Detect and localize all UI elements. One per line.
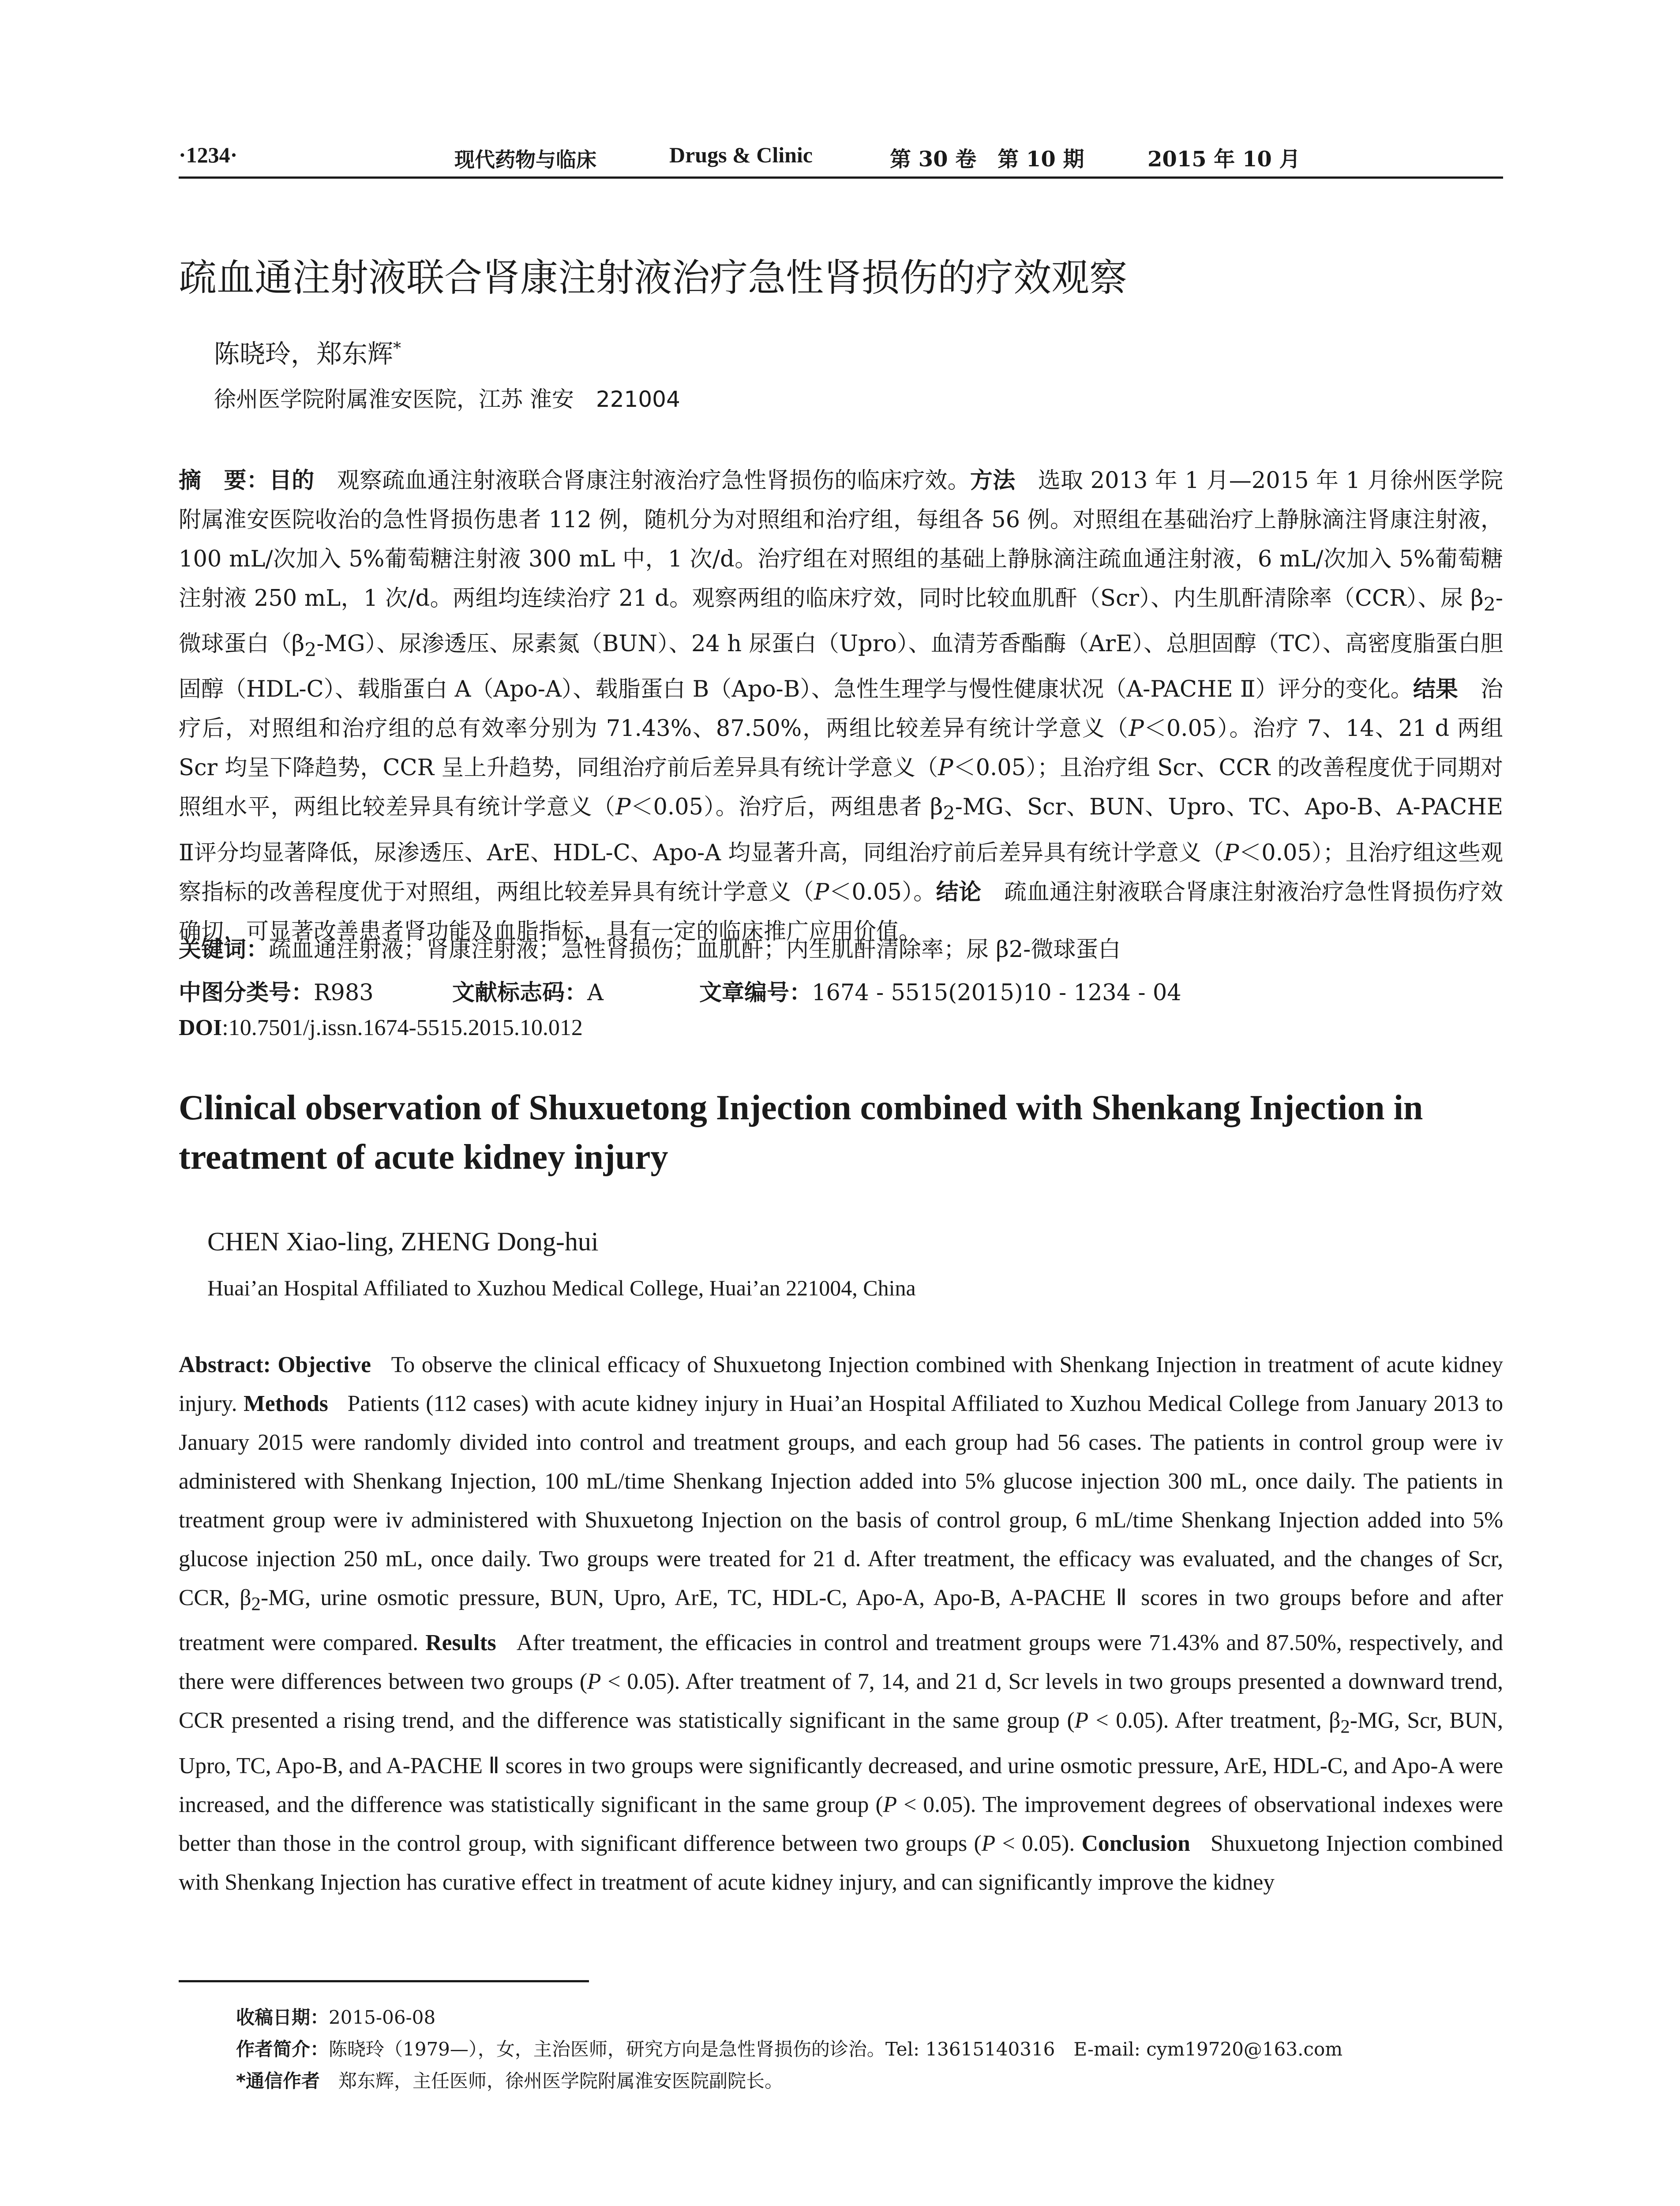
doi-label: DOI [179,1015,222,1040]
running-header [179,142,1503,176]
bio-label: 作者简介： [236,2038,329,2060]
subscript: 2 [1340,1716,1350,1737]
results-text-cn-6: ＜0.05）；且治疗组这些观察指标的改善程度优于对照组，两组比较差异具有统计学意义（ [179,840,1503,905]
authors-cn-names: 陈晓玲，郑东辉 [214,339,394,369]
objective-text-en: To observe the clinical efficacy of Shuxuetong Injection combined with Shenkang Injection in treatment of acute kidney injury. [179,1352,1503,1416]
p-symbol: P [1074,1708,1089,1733]
corresponding-label: *通信作者 [236,2070,320,2092]
bio-value: 陈晓玲（1979—），女，主治医师，研究方向是急性肾损伤的诊治。Tel: 13615140316 E-mail: cym19720@163.com [329,2038,1343,2060]
abstract-cn [179,461,1503,951]
p-symbol: P [615,794,631,821]
article-title-en: Clinical observation of Shuxuetong Injection combined with Shenkang Injection in treatment of acute kidney injury [179,1088,1423,1177]
subscript: 2 [943,803,955,825]
article-number [699,974,1181,1007]
p-symbol: P [1129,716,1144,742]
p-symbol: P [1223,840,1239,866]
p-symbol: P [938,755,953,781]
journal-name-cn: 现代药物与临床 [454,148,596,172]
corresponding-value: 郑东辉，主任医师，徐州医学院附属淮安医院副院长。 [338,2070,783,2092]
received-value: 2015-06-08 [329,2007,436,2028]
issue-date: 2015 年 10 月 [1148,147,1301,172]
p-symbol: P [883,1792,897,1817]
results-text-en-5: < 0.05). The improvement degrees of observational indexes were better than those in the control group, with significant difference between two groups ( [179,1792,1503,1856]
article-title-cn: 疏血通注射液联合肾康注射液治疗急性肾损伤的疗效观察 [179,256,1127,300]
results-text-cn-3: ＜0.05）；且治疗组 Scr、CCR 的改善程度优于同期对照组水平，两组比较差异具有统计学意义（ [179,755,1503,821]
authors-en: CHEN Xiao-ling, ZHENG Dong-hui [207,1227,599,1256]
page-number: ·1234· [179,143,238,167]
footnote-received [236,2003,435,2030]
document-code [452,974,604,1007]
results-label-en: Results [425,1630,496,1656]
clc-label: 中图分类号： [179,980,314,1006]
results-text-en-4: -MG, Scr, BUN, Upro, TC, Apo-B, and A-PACHE Ⅱ scores in two groups were significantly decreased, and urine osmotic pressure, ArE, HDL-C, and Apo-A were increased, and the difference was statistically significant in the same group ( [179,1708,1503,1817]
footnote-author-bio [236,2035,1342,2061]
footnote-corresponding [236,2067,783,2093]
received-label: 收稿日期： [236,2007,329,2028]
results-text-cn-7: ＜0.05）。 [829,879,936,905]
results-text-cn-1: 治疗后，对照组和治疗组的总有效率分别为 71.43%、87.50%，两组比较差异有统计学意义（ [179,676,1503,742]
abstract-label-en: Abstract: [179,1352,271,1377]
objective-label-en: Objective [278,1352,371,1377]
results-label-cn: 结果 [1413,676,1458,703]
authors-cn [214,333,401,370]
results-text-en-2: < 0.05). After treatment of 7, 14, and 21 d, Scr levels in two groups presented a downward trend, CCR presented a rising trend, and the difference was statistically significant in the same group ( [179,1669,1503,1733]
p-symbol: P [981,1831,996,1856]
volume-issue: 第 30 卷 第 10 期 [890,147,1084,172]
objective-label-cn: 目的 [269,468,315,494]
doc-code-label: 文献标志码： [452,980,588,1006]
abstract-en [179,1346,1503,1902]
subscript: 2 [1483,594,1496,616]
objective-text-cn: 观察疏血通注射液联合肾康注射液治疗急性肾损伤的临床疗效。 [337,468,970,494]
doc-code-value: A [587,980,604,1006]
keywords-text: 疏血通注射液；肾康注射液；急性肾损伤；血肌酐；内生肌酐清除率；尿 β2-微球蛋白 [269,937,1121,963]
p-symbol: P [587,1669,601,1695]
keywords-label: 关键词： [179,937,269,963]
conclusion-text-cn: 疏血通注射液联合肾康注射液治疗急性肾损伤疗效确切，可显著改善患者肾功能及血脂指标，具有一定的临床推广应用价值。 [179,879,1503,945]
affiliation-en: Huai’an Hospital Affiliated to Xuzhou Medical College, Huai’an 221004, China [207,1276,916,1300]
results-text-cn-5: -MG、Scr、BUN、Upro、TC、Apo-B、A-PACHE Ⅱ评分均显著降低，尿渗透压、ArE、HDL-C、Apo-A 均显著升高，同组治疗前后差异具有统计学意义（ [179,794,1503,866]
journal-name-en: Drugs & Clinic [669,143,813,167]
methods-label-en: Methods [244,1391,328,1416]
classification-line [179,974,1503,1005]
methods-label-cn: 方法 [970,468,1016,494]
results-text-en-1: After treatment, the efficacies in control and treatment groups were 71.43% and 87.50%, respectively, and there were differences between two groups ( [179,1630,1503,1695]
footnote-rule [179,1980,589,1982]
article-no-label: 文章编号： [699,980,812,1006]
methods-text-cn-2: -微球蛋白（β [179,585,1503,657]
header-rule [179,176,1503,179]
doi-line [179,1015,1503,1041]
conclusion-text-en: Shuxuetong Injection combined with Shenkang Injection has curative effect in treatment of acute kidney injury, and can significantly improve the kidney [179,1831,1504,1895]
doi-value: :10.7501/j.issn.1674-5515.2015.10.012 [222,1015,583,1040]
affiliation-cn: 徐州医学院附属淮安医院，江苏 淮安 221004 [214,386,680,412]
methods-text-cn-3: -MG）、尿渗透压、尿素氮（BUN）、24 h 尿蛋白（Upro）、血清芳香酯酶（ArE）、总胆固醇（TC）、高密度脂蛋白胆固醇（HDL-C）、载脂蛋白 A（Apo-A）、载脂蛋白 B（Apo-B）、急性生理学与慢性健康状况（A-PACHE Ⅱ）评分的变化。 [179,631,1503,703]
results-text-en-3: < 0.05). After treatment, β [1088,1708,1341,1733]
p-symbol: P [814,879,829,905]
methods-text-en-2: -MG, urine osmotic pressure, BUN, Upro, ArE, TC, HDL-C, Apo-A, Apo-B, A-PACHE Ⅱ scores in two groups before and after treatment were compared. [179,1585,1503,1656]
corresponding-mark: * [393,339,401,358]
results-text-cn-4: ＜0.05）。治疗后，两组患者 β [630,794,943,821]
keywords-cn [179,931,1503,964]
conclusion-label-cn: 结论 [936,879,982,905]
clc-value: R983 [314,980,374,1006]
clc-code [179,974,374,1007]
article-no-value: 1674 - 5515(2015)10 - 1234 - 04 [812,980,1181,1006]
methods-text-en-1: Patients (112 cases) with acute kidney injury in Huai’an Hospital Affiliated to Xuzhou Medical College from January 2013 to January 2015 were randomly divided into control and treatment groups, and each group had 56 cases. The patients in control group were iv administered with Shenkang Injection, 100 mL/time Shenkang Injection added into 5% glucose injection 300 mL, once daily. The patients in treatment group were iv administered with Shuxuetong Injection on the basis of control group, 6 mL/time Shenkang Injection added into 5% glucose injection 250 mL, once daily. Two groups were treated for 21 d. After treatment, the efficacy was evaluated, and the changes of Scr, CCR, β [179,1391,1504,1610]
subscript: 2 [251,1594,261,1615]
methods-text-cn-1: 选取 2013 年 1 月—2015 年 1 月徐州医学院附属淮安医院收治的急性肾损伤患者 112 例，随机分为对照组和治疗组，每组各 56 例。对照组在基础治疗上静脉滴注肾康注射液，100 mL/次加入 5%葡萄糖注射液 300 mL 中，1 次/d。治疗组在对照组的基础上静脉滴注疏血通注射液，6 mL/次加入 5%葡萄糖注射液 250 mL，1 次/d。两组均连续治疗 21 d。观察两组的临床疗效，同时比较血肌酐（Scr）、内生肌酐清除率（CCR）、尿 β [179,468,1503,612]
results-text-cn-2: ＜0.05）。治疗 7、14、21 d 两组 Scr 均呈下降趋势，CCR 呈上升趋势，同组治疗前后差异具有统计学意义（ [179,716,1504,781]
results-text-en-6: < 0.05). [995,1831,1075,1856]
conclusion-label-en: Conclusion [1081,1831,1190,1856]
abstract-label-cn: 摘 要： [179,468,270,494]
subscript: 2 [304,639,317,661]
